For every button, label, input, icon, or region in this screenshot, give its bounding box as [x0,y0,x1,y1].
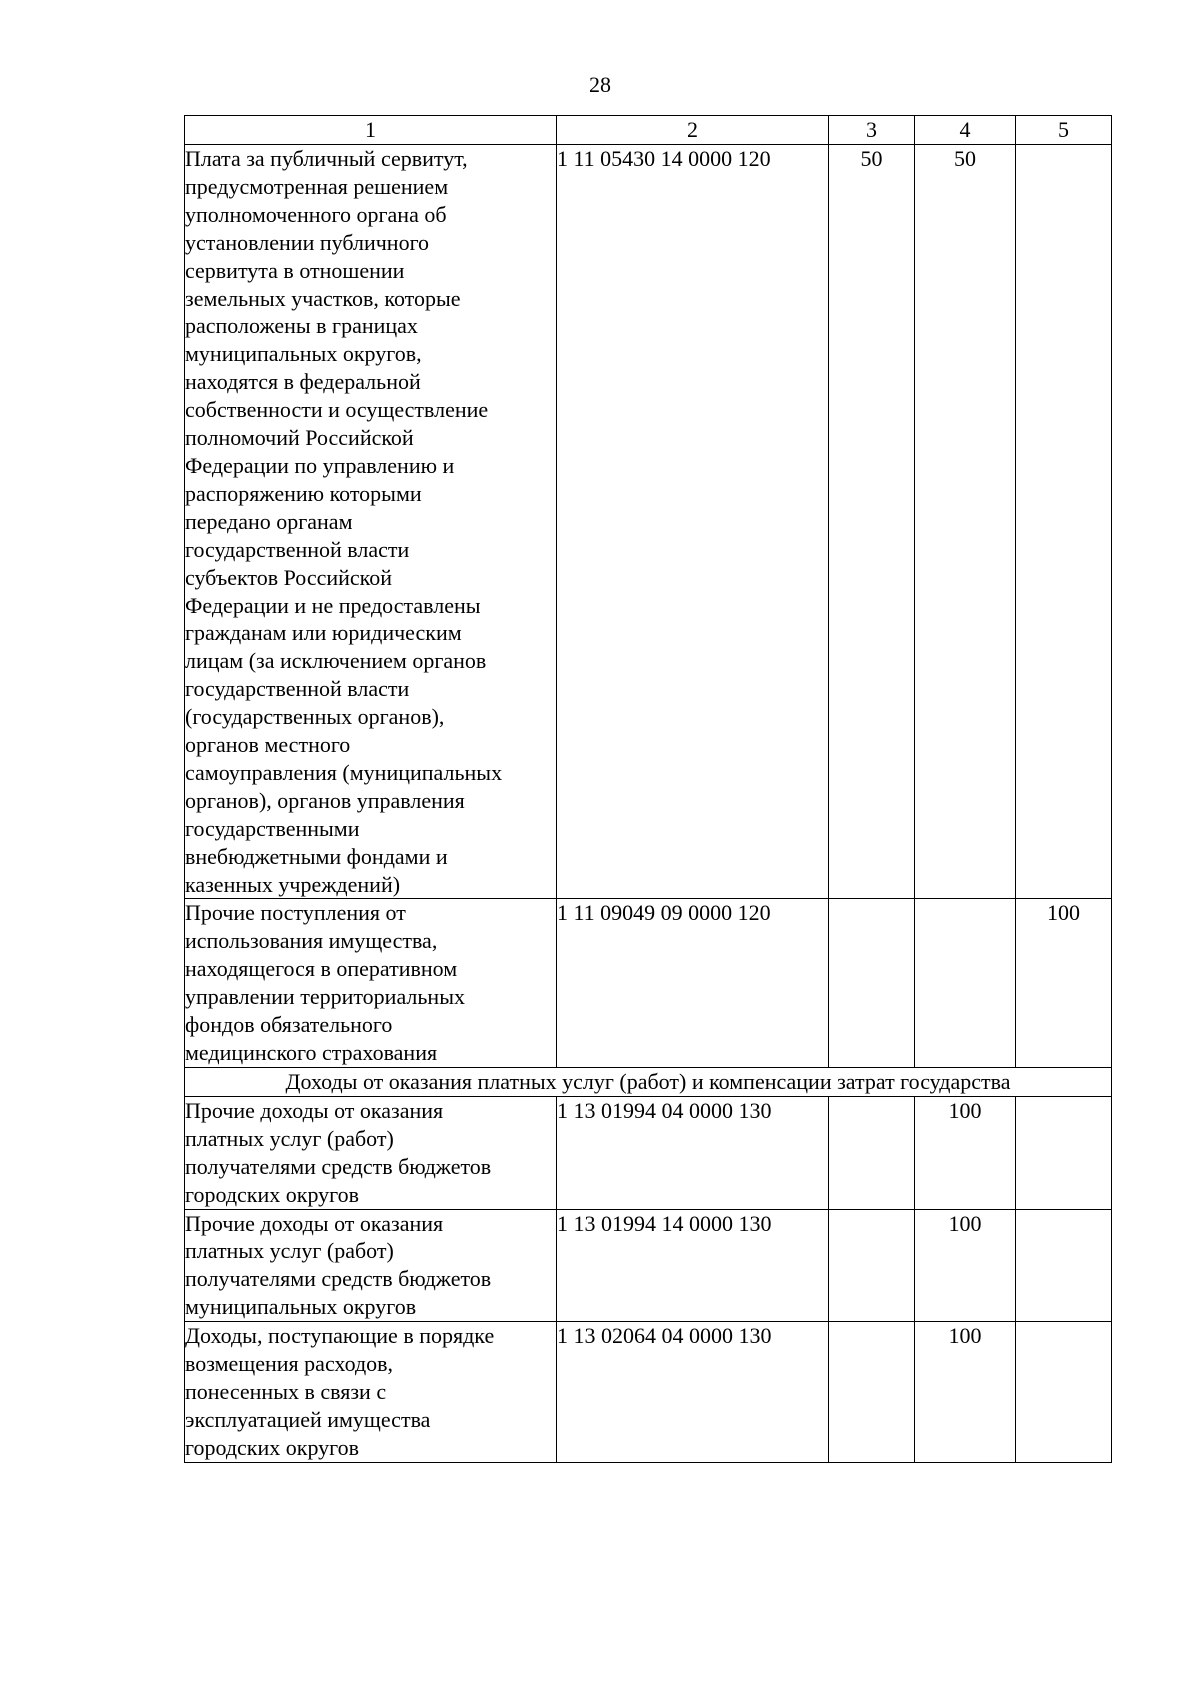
income-name-cell [185,1322,557,1463]
header-col-4: 4 [915,116,1016,145]
col4-value: 100 [915,1096,1016,1209]
header-col-5: 5 [1016,116,1112,145]
section-title: Доходы от оказания платных услуг (работ) и компенсации затрат государства [185,1067,1112,1096]
col5-value: 100 [1016,899,1112,1067]
header-col-2: 2 [557,116,829,145]
income-name-cell [185,1209,557,1322]
table-row [185,1096,1112,1209]
header-col-3: 3 [829,116,915,145]
income-name-cell [185,1096,557,1209]
income-name: Прочие доходы от оказания платных услуг (работ) получателями средств бюджетов муниципальных округов [185,1210,492,1320]
col5-value [1016,1096,1112,1209]
budget-code: 1 13 02064 04 0000 130 [557,1322,829,1463]
income-name-cell [185,145,557,899]
revenue-table [184,115,1112,1463]
budget-code: 1 13 01994 04 0000 130 [557,1096,829,1209]
header-row [185,116,1112,145]
budget-code: 1 11 05430 14 0000 120 [557,145,829,899]
income-name: Плата за публичный сервитут, предусмотренная решением уполномоченного органа об установлении публичного сервитута в отношении земельных участков, которые расположены в границах муниципальных округов, находятся в федеральной собственности и осуществление полномочий Российской Федерации по управлению и распоряжению которыми передано органам государственной власти субъектов Российской Федерации и не предоставлены гражданам или юридическим лицам (за исключением органов государственной власти (государственных органов), органов местного самоуправления (муниципальных органов), органов управления государственными внебюджетными фондами и казенных учреждений) [185,146,503,897]
col5-value [1016,1322,1112,1463]
budget-code: 1 11 09049 09 0000 120 [557,899,829,1067]
income-name-cell [185,899,557,1067]
col5-value [1016,1209,1112,1322]
income-name: Доходы, поступающие в порядке возмещения расходов, понесенных в связи с эксплуатацией имущества городских округов [185,1323,495,1460]
page-number: 28 [589,72,611,97]
budget-code: 1 13 01994 14 0000 130 [557,1209,829,1322]
col3-value [829,1096,915,1209]
income-name: Прочие поступления от использования имущества, находящегося в оперативном управлении территориальных фондов обязательного медицинского страхования [185,900,465,1065]
table-row [185,145,1112,899]
col3-value [829,1209,915,1322]
table-row [185,1322,1112,1463]
col3-value: 50 [829,145,915,899]
table-row [185,1209,1112,1322]
col4-value: 100 [915,1322,1016,1463]
table-row [185,899,1112,1067]
col3-value [829,1322,915,1463]
income-name: Прочие доходы от оказания платных услуг (работ) получателями средств бюджетов городских округов [185,1097,492,1207]
col4-value [915,899,1016,1067]
header-col-1: 1 [185,116,557,145]
col4-value: 100 [915,1209,1016,1322]
col5-value [1016,145,1112,899]
col3-value [829,899,915,1067]
col4-value: 50 [915,145,1016,899]
section-header-row [185,1067,1112,1096]
